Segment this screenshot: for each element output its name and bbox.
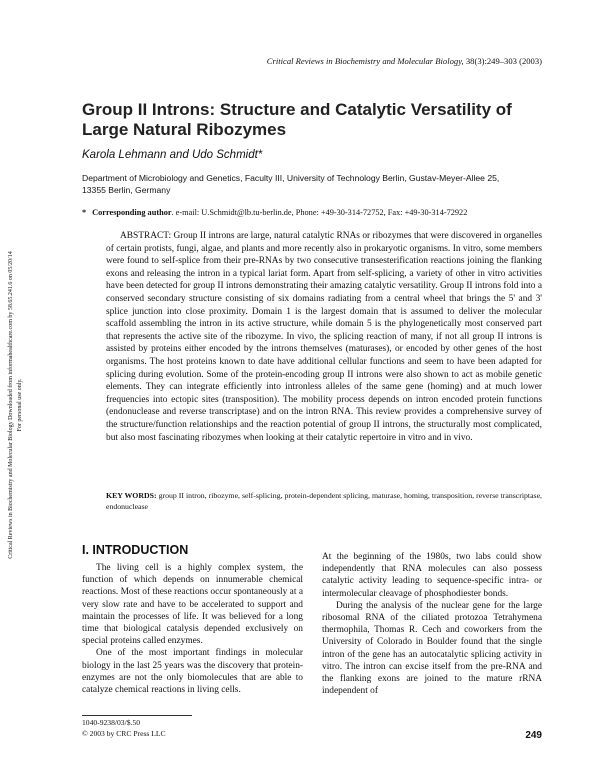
body-paragraph: One of the most important findings in molecular biology in the last 25 years was the discovery that protein-enzymes are not the only biomolecules that are able to catalyze chemical reactions in living cells. <box>82 648 303 696</box>
footer-rule <box>82 715 192 716</box>
body-column-left <box>82 562 303 696</box>
body-column-right <box>322 551 542 697</box>
watermark-line-1: Critical Reviews in Biochemistry and Molecular Biology Downloaded from informahealthcare.com by 58.65.241.6 on 05/20/14 <box>8 251 14 559</box>
journal-name: Critical Reviews in Biochemistry and Molecular Biology, <box>266 56 464 66</box>
corresponding-star: * <box>82 208 87 217</box>
watermark-line-2: For personal use only. <box>17 378 23 432</box>
page-number: 249 <box>525 730 542 741</box>
keywords <box>106 490 542 512</box>
copyright-line: © 2003 by CRC Press LLC <box>82 729 166 738</box>
journal-volume: 38(3):249–303 (2003) <box>465 56 542 66</box>
body-paragraph: At the beginning of the 1980s, two labs could show independently that RNA molecules can also possess catalytic activity leading to sequence-specific intra- or intermolecular cleavage of phosphodiester bonds. <box>322 552 542 599</box>
article-title: Group II Introns: Structure and Catalytic Versatility of Large Natural Ribozymes <box>82 100 512 139</box>
abstract-paragraph: ABSTRACT: Group II introns are large, natural catalytic RNAs or ribozymes that were discovered in organelles of certain protists, fungi, algae, and plants and more recently also in prokaryotic organisms. In vitro, some members were found to self-splice from their pre-RNAs by two consecutive transesterification reactions joining the flanking exons and releasing the intron in a typical lariat form. Apart from self-splicing, a variety of other in vitro activities have been detected for group II introns demonstrating their amazing catalytic versatility. Group II introns fold into a conserved secondary structure consisting of six domains radiating from a central wheel that brings the 5' and 3' splice junction into close proximity. Domain 1 is the largest domain that is assumed to deliver the molecular scaffold assembling the intron in its active structure, while domain 5 is the phylogenetically most conserved part that represents the active site of the ribozyme. In vivo, the splicing reaction of many, if not all group II introns is assisted by proteins either encoded by the introns themselves (maturases), or encoded by other genes of the host organisms. The host proteins known to date have additional cellular functions and seem to have been adapted for splicing during evolution. Some of the protein-encoding group II introns were also shown to act as mobile genetic elements. They can integrate efficiently into intronless alleles of the same gene (homing) and at much lower frequencies into ectopic sites (transposition). The mobility process depends on intron encoded protein functions (endonuclease and reverse transcriptase) and on the intron RNA. This review provides a comprehensive survey of the structure/function relationships and the reaction potential of group II introns, the structurally most complicated, but also most fascinating ribozymes when looking at their catalytic repertoire in vitro and in vivo. <box>106 231 542 443</box>
article-authors: Karola Lehmann and Udo Schmidt* <box>82 149 263 161</box>
issn-line: 1040-9238/03/$.50 <box>82 718 141 727</box>
body-paragraph: During the analysis of the nuclear gene for the large ribosomal RNA of the ciliated protozoa Tetrahymena thermophila, Thomas R. Cech and coworkers from the University of Colorado in Boulder found that the single intron of the gene has an autocatalytic splicing activity in vitro. The intron can excise itself from the pre-RNA and the flanking exons are joined to the mature rRNA independent of <box>322 600 542 697</box>
author-affiliation: Department of Microbiology and Genetics, Faculty III, University of Technology Berlin, Gustav-Meyer-Allee 25, 13355 Berlin, Germany <box>82 173 500 195</box>
corresponding-contact: . e-mail: U.Schmidt@lb.tu-berlin.de, Phone: +49-30-314-72752, Fax: +49-30-314-72922 <box>171 208 468 217</box>
journal-header <box>267 56 542 66</box>
body-paragraph: The living cell is a highly complex system, the function of which depends on innumerable chemical reactions. Most of these reactions occur spontaneously at a very slow rate and have to be accelerated to support and maintain the processes of life. It was believed for a long time that biological catalysis depended exclusively on special proteins called enzymes. <box>82 563 303 647</box>
section-heading: I. INTRODUCTION <box>82 543 189 557</box>
corresponding-author-note <box>82 208 467 217</box>
download-watermark <box>4 190 36 620</box>
keywords-list: group II intron, ribozyme, self-splicing, protein-dependent splicing, maturase, homing, transposition, reverse transcriptase, endonuclease <box>106 491 542 511</box>
corresponding-label: Corresponding author <box>92 208 172 217</box>
keywords-label: KEY WORDS: <box>106 491 157 500</box>
